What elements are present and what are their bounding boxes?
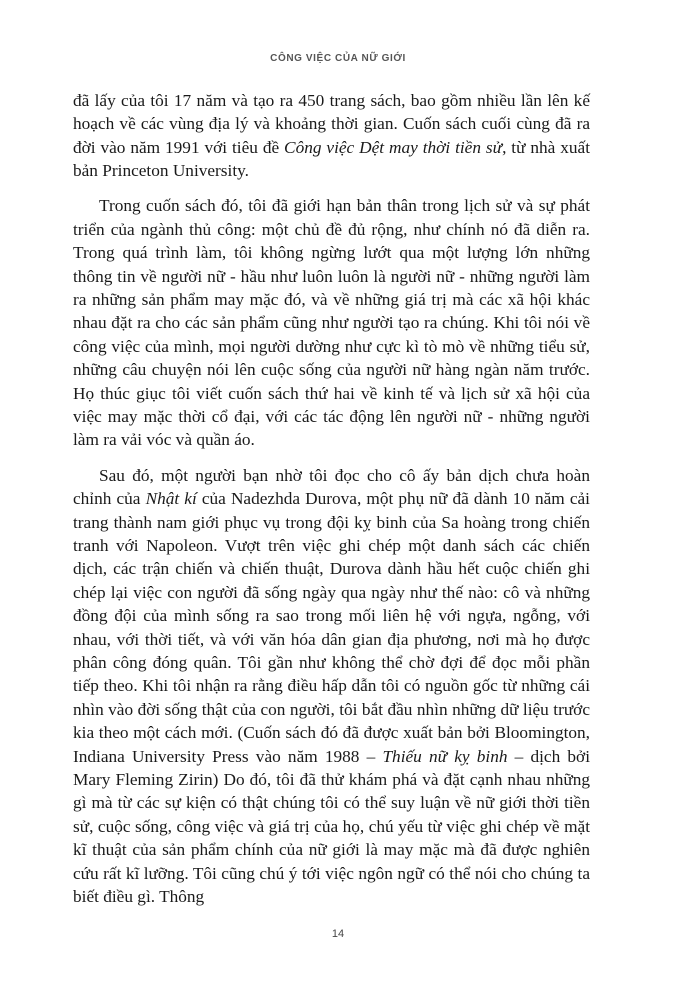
paragraph-3 [73,464,590,909]
text-run: Sau đó, một người bạn nhờ tôi đọc cho cô ấy bản dịch chưa hoàn chỉnh của [73,465,590,509]
italic-book-title: Công việc Dệt may thời tiền sử [284,137,503,157]
running-head: CÔNG VIỆC CỦA NỮ GIỚI [270,53,406,64]
text-run: – dịch bởi Mary Fleming Zirin) Do đó, tôi đã thử khám phá và đặt cạnh nhau những gì mà từ các sự kiện có thật chúng tôi có thể suy luận về nữ giới thời tiền sử, cuộc sống, công việc và giá trị của họ, chú yếu từ việc ghi chép về mặt kĩ thuật của sản phẩm chính của nữ giới là may mặc mà đã được nghiên cứu rất kĩ lưỡng. Tôi cũng chú ý tới việc ngôn ngữ có thể nói cho chúng ta biết điều gì. Thông [73,746,590,906]
italic-book-title: Nhật kí [145,489,197,509]
text-run: của Nadezhda Durova, một phụ nữ đã dành 10 năm cải trang thành nam giới phục vụ trong đội kỵ binh của Sa hoàng trong chiến tranh với Napoleon. Vượt trên việc ghi chép một danh sách các chiến dịch, các trận chiến và chiến thuật, Durova dành hầu hết cuộc chiến ghi chép lại việc con người đã sống ngày qua ngày như thế nào: cô và những đồng đội của mình sống ra sao trong mối liên hệ với ngựa, ngỗng, với nhau, với thời tiết, và với văn hóa dân gian địa phương, nơi mà họ được phân công đóng quân. Tôi gần như không thể chờ đợi để đọc mỗi phần tiếp theo. Khi tôi nhận ra rằng điều hấp dẫn tôi có nguồn gốc từ những cái nhìn vào đời sống thật của con người, tôi bắt đầu nhìn những dữ liệu trước kia theo một cách mới. (Cuốn sách đó đã được xuất bản bởi Bloomington, Indiana University Press vào năm 1988 – [73,489,590,766]
body-text [73,89,590,908]
paragraph-2 [73,194,590,451]
paragraph-1 [73,89,590,183]
text-run: Trong cuốn sách đó, tôi đã giới hạn bản thân trong lịch sử và sự phát triển của ngành thủ công: một chủ đề đủ rộng, như chính nó đã diễn ra. Trong quá trình làm, tôi không ngừng lướt qua một lượng lớn những thông tin về người nữ - hầu như luôn luôn là người nữ - những người làm ra những sản phẩm may mặc đó, và về những giá trị mà các xã hội khác nhau đặt ra cho các sản phẩm cũng như người tạo ra chúng. Khi tôi nói về công việc của mình, mọi người dường như cực kì tò mò về những tiểu sử, những câu chuyện nói lên cuộc sống của người nữ hàng ngàn năm trước. Họ thúc giục tôi viết cuốn sách thứ hai về kinh tế và lịch sử xã hội của việc may mặc thời cổ đại, với các tác động lên người nữ - những người làm ra vải vóc và quần áo. [73,196,590,450]
text-run: đã lấy của tôi 17 năm và tạo ra 450 trang sách, bao gồm nhiều lần lên kế hoạch về các vùng địa lý và khoảng thời gian. Cuốn sách cuối cùng đã ra đời vào năm 1991 với tiêu đề [73,91,590,157]
italic-book-title: Thiếu nữ kỵ binh [382,746,508,766]
page-number: 14 [331,928,345,940]
text-run: , từ nhà xuất bản Princeton University. [73,137,590,181]
